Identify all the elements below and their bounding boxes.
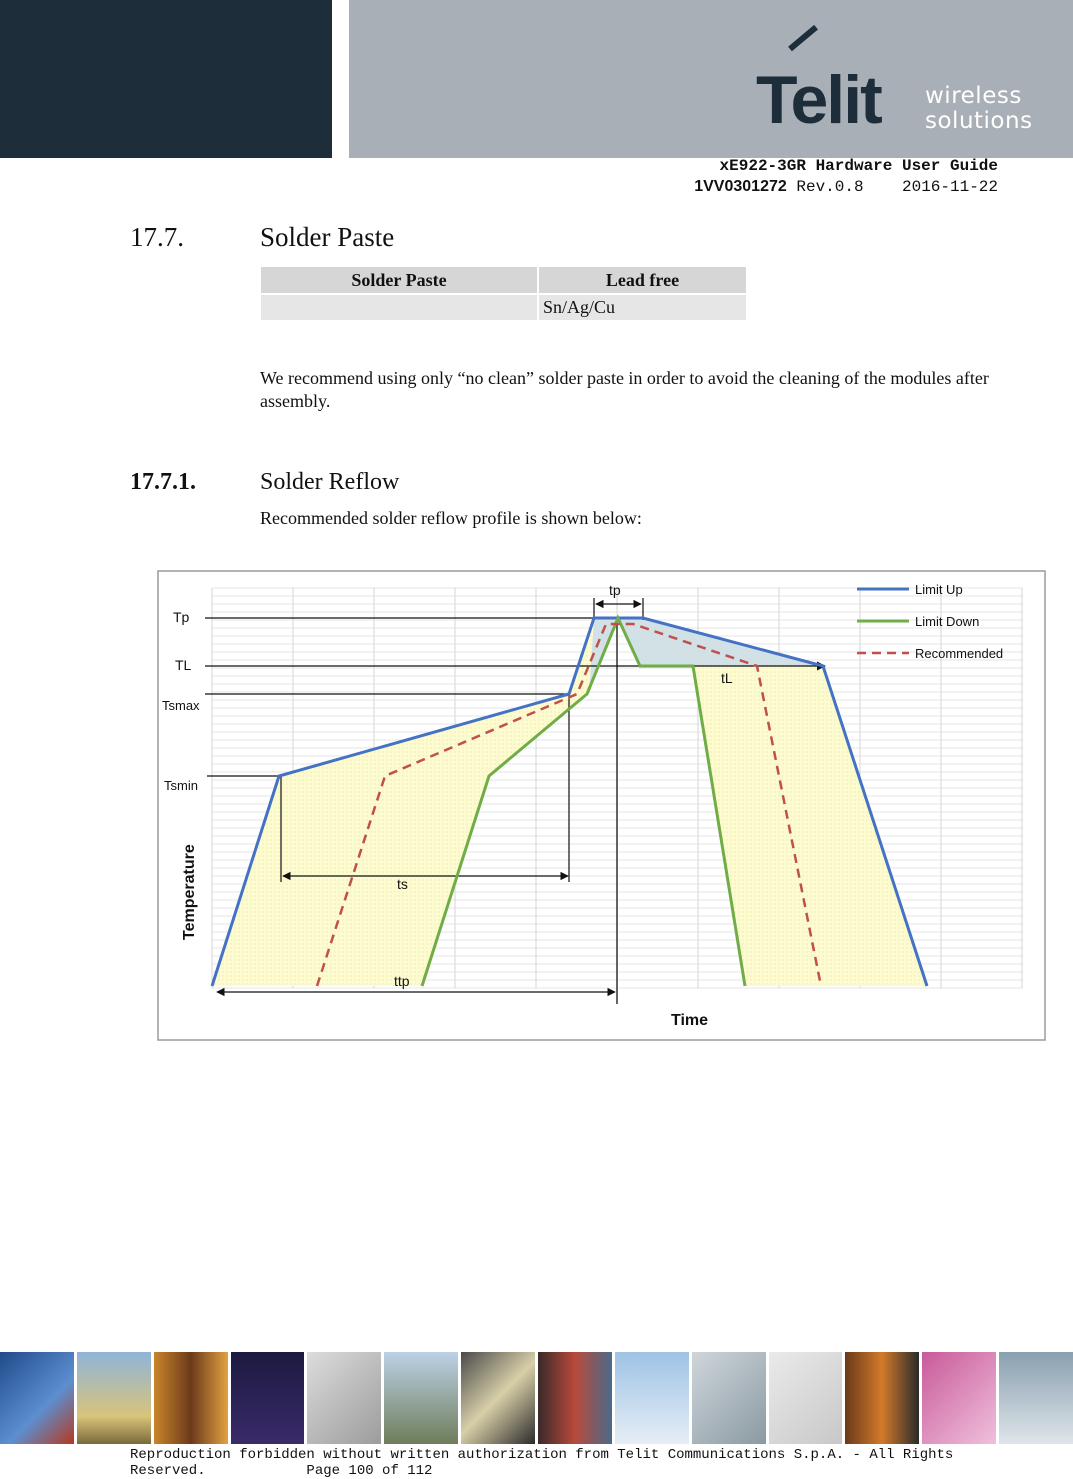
header-gray-panel xyxy=(349,0,1073,158)
interval-label-ttp: ttp xyxy=(394,973,410,989)
doc-revision-date: Rev.0.8 2016-11-22 xyxy=(786,178,998,196)
subsection-number: 17.7.1. xyxy=(130,469,196,495)
interval-label-tl: tL xyxy=(721,670,733,686)
x-axis-title: Time xyxy=(671,1012,709,1029)
logo-tagline-line2: solutions xyxy=(925,108,1033,134)
subsection-intro: Recommended solder reflow profile is shown below: xyxy=(260,508,642,528)
y-level-label: Tsmax xyxy=(162,698,200,713)
y-level-label: Tsmin xyxy=(164,778,198,793)
table-header-row xyxy=(261,267,746,293)
solder-paste-table xyxy=(259,265,748,322)
footer-photo-clock xyxy=(231,1352,305,1444)
y-axis-title: Temperature xyxy=(181,844,198,940)
footer-photo-wind xyxy=(615,1352,689,1444)
footer-copyright-line1: Reproduction forbidden without written authorization from Telit Communications S.p.A. - All Rights xyxy=(130,1447,954,1463)
footer-photo-sign xyxy=(77,1352,151,1444)
footer-copyright-line2: Reserved. Page 100 of 112 xyxy=(130,1463,433,1479)
table-cell xyxy=(261,295,537,320)
y-level-label: Tp xyxy=(173,609,190,625)
table-row xyxy=(261,295,746,320)
logo-tagline xyxy=(925,84,1033,134)
footer-photo-gallery xyxy=(922,1352,996,1444)
doc-title: xE922-3GR Hardware User Guide xyxy=(719,157,998,175)
no-clean-paragraph: We recommend using only “no clean” solder paste in order to avoid the cleaning of the modules after assembly. xyxy=(260,368,989,411)
footer-photo-cyclist xyxy=(384,1352,458,1444)
subsection-title: Solder Reflow xyxy=(260,469,400,495)
footer-photo-containers xyxy=(154,1352,228,1444)
interval-label-tp: tp xyxy=(609,582,621,598)
footer-image-strip xyxy=(0,1352,1073,1444)
footer-photo-train xyxy=(845,1352,919,1444)
table-header-cell: Lead free xyxy=(539,267,746,293)
footer-photo-card xyxy=(461,1352,535,1444)
telit-logo: Telit xyxy=(756,62,881,138)
interval-label-ts: ts xyxy=(397,876,408,892)
footer-photo-device xyxy=(769,1352,843,1444)
footer-photo-traffic xyxy=(0,1352,74,1444)
footer-photo-camera xyxy=(999,1352,1073,1444)
legend-label: Recommended xyxy=(915,646,1004,661)
table-header-cell: Solder Paste xyxy=(261,267,537,293)
y-level-label: TL xyxy=(175,657,192,673)
legend-label: Limit Down xyxy=(915,614,980,629)
header-dark-panel xyxy=(0,0,332,158)
section-number: 17.7. xyxy=(130,222,184,252)
doc-meta xyxy=(694,178,998,196)
footer-photo-vending xyxy=(538,1352,612,1444)
reflow-profile-chart xyxy=(157,570,1047,1042)
footer-photo-keyboard xyxy=(307,1352,381,1444)
legend-label: Limit Up xyxy=(915,582,963,597)
section-title: Solder Paste xyxy=(260,222,395,252)
table-cell: Sn/Ag/Cu xyxy=(539,295,746,320)
footer-photo-meter xyxy=(692,1352,766,1444)
doc-code: 1VV0301272 xyxy=(694,178,787,195)
logo-tagline-line1: wireless xyxy=(925,83,1022,109)
